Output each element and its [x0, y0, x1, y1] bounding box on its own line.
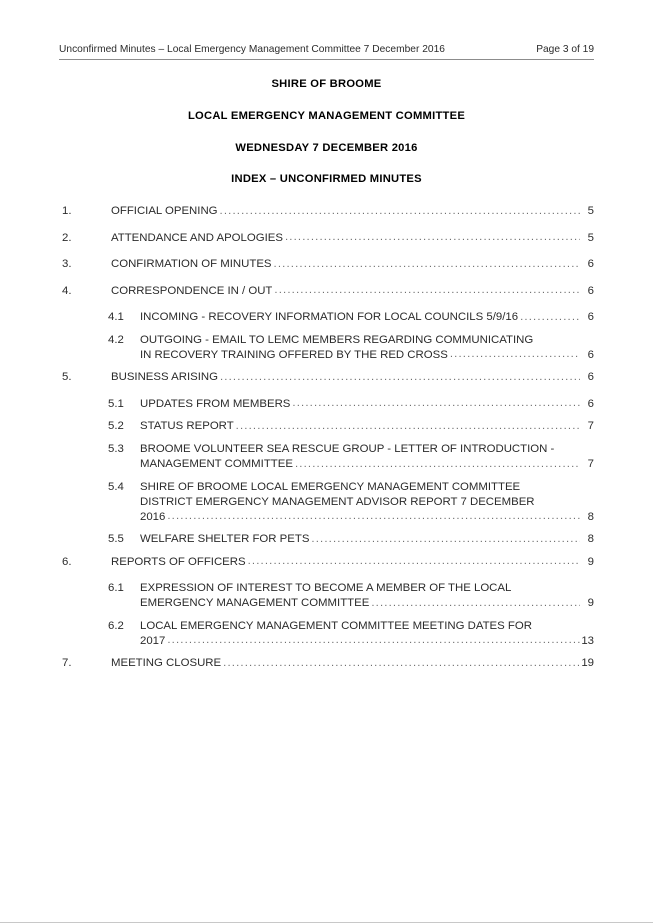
toc-entry-title-line: WELFARE SHELTER FOR PETS: [140, 533, 310, 546]
toc-entry-body: [111, 284, 594, 299]
toc-entry[interactable]: [59, 532, 594, 547]
toc-entry[interactable]: [59, 231, 594, 246]
toc-dot-leader: [220, 208, 580, 219]
toc-entry-title-line: SHIRE OF BROOME LOCAL EMERGENCY MANAGEMENT COMMITTEE: [140, 480, 521, 493]
toc-entry-body: [140, 333, 594, 363]
toc-entry-title-line: 2017: [140, 634, 166, 647]
toc-entry-body: [111, 555, 594, 570]
toc-entry-page-number: 5: [587, 205, 594, 217]
toc-entry-body: [111, 656, 594, 671]
toc-dot-leader: [220, 374, 580, 385]
toc-entry-title-line: EXPRESSION OF INTEREST TO BECOME A MEMBER OF THE LOCAL: [140, 582, 512, 595]
toc-entry-page-number: 7: [587, 458, 594, 471]
toc-entry[interactable]: [59, 419, 594, 434]
toc-entry-page-number: 9: [587, 555, 594, 568]
toc-entry-title-line: DISTRICT EMERGENCY MANAGEMENT ADVISOR REPORT 7 DECEMBER: [140, 495, 535, 508]
toc-entry[interactable]: [59, 333, 594, 363]
toc-entry-title-line: ATTENDANCE AND APOLOGIES: [111, 231, 283, 244]
title-meeting-date: WEDNESDAY 7 DECEMBER 2016: [235, 141, 418, 154]
toc-entry[interactable]: [59, 555, 594, 570]
toc-entry-body: [111, 231, 594, 246]
toc-entry-page-number: 9: [587, 597, 594, 610]
toc-entry-page-number: 6: [587, 348, 594, 361]
toc-entry-number: 4.2: [108, 333, 124, 346]
toc-entry-title-line: REPORTS OF OFFICERS: [111, 555, 246, 568]
toc-entry-number: 6.1: [108, 582, 124, 595]
toc-entry[interactable]: [59, 619, 594, 649]
toc-entry-body: [111, 257, 594, 272]
toc-entry[interactable]: [59, 656, 594, 671]
toc-entry-last-line: [140, 596, 594, 611]
toc-entry-last-line: [140, 419, 594, 434]
toc-entry-title-line: OFFICIAL OPENING: [111, 205, 218, 217]
toc-dot-leader: [292, 401, 580, 412]
toc-entry-last-line: [140, 634, 594, 649]
toc-entry-last-line: [140, 348, 594, 363]
toc-entry-number: 2.: [62, 231, 72, 244]
toc-entry-page-number: 8: [587, 533, 594, 546]
header-page-number: Page 3 of 19: [536, 44, 594, 55]
toc-dot-leader: [285, 234, 580, 245]
toc-entry-body: [140, 532, 594, 547]
toc-entry-number: 4.: [62, 284, 72, 297]
toc-entry-title-line: BUSINESS ARISING: [111, 371, 218, 384]
toc-entry-number: 6.2: [108, 619, 124, 632]
header-document-title: Unconfirmed Minutes – Local Emergency Management Committee 7 December 2016: [59, 44, 445, 55]
title-block: [0, 78, 653, 205]
toc-entry-title-line: BROOME VOLUNTEER SEA RESCUE GROUP - LETTER OF INTRODUCTION -: [140, 442, 555, 455]
toc-entry-number: 3.: [62, 258, 72, 271]
toc-dot-leader: [167, 513, 580, 524]
toc-entry-title-line: STATUS REPORT: [140, 420, 234, 433]
toc-entry[interactable]: [59, 204, 594, 219]
toc-entry-last-line: [111, 284, 594, 299]
toc-dot-leader: [450, 351, 580, 362]
toc-entry-number: 6.: [62, 555, 72, 568]
toc-entry-title-line: EMERGENCY MANAGEMENT COMMITTEE: [140, 597, 370, 610]
toc-entry-last-line: [140, 532, 594, 547]
toc-entry-number: 5.: [62, 371, 72, 384]
toc-entry-page-number: 6: [587, 258, 594, 271]
toc-entry-last-line: [111, 231, 594, 246]
toc-dot-leader: [295, 461, 580, 472]
toc-entry-title-line: UPDATES FROM MEMBERS: [140, 397, 291, 410]
toc-dot-leader: [371, 600, 580, 611]
toc-entry-title-line: OUTGOING - EMAIL TO LEMC MEMBERS REGARDING COMMUNICATING: [140, 333, 534, 346]
title-index: INDEX – UNCONFIRMED MINUTES: [231, 173, 422, 186]
toc-entry-number: 5.3: [108, 442, 124, 455]
toc-entry-body: [140, 619, 594, 649]
toc-entry-body: [140, 397, 594, 412]
toc-entry-body: [140, 442, 594, 472]
toc-entry-page-number: 7: [587, 420, 594, 433]
toc-entry-page-number: 6: [587, 284, 594, 297]
toc-dot-leader: [167, 638, 580, 649]
toc-entry[interactable]: [59, 310, 594, 325]
toc-entry-number: 5.1: [108, 397, 124, 410]
toc-dot-leader: [236, 423, 580, 434]
toc-entry-last-line: [140, 510, 594, 525]
toc-entry-number: 7.: [62, 657, 72, 670]
toc-entry-body: [111, 370, 594, 385]
toc-entry-page-number: 6: [587, 397, 594, 410]
toc-entry-page-number: 6: [587, 311, 594, 324]
toc-entry-title-line: MEETING CLOSURE: [111, 657, 222, 670]
toc-entry-last-line: [140, 457, 594, 472]
toc-entry-last-line: [140, 310, 594, 325]
toc-dot-leader: [274, 287, 580, 298]
table-of-contents: [59, 204, 594, 683]
toc-entry[interactable]: [59, 480, 594, 525]
title-committee: LOCAL EMERGENCY MANAGEMENT COMMITTEE: [187, 109, 466, 122]
toc-entry-number: 1.: [62, 205, 72, 217]
toc-entry-body: [111, 204, 594, 219]
toc-dot-leader: [520, 314, 580, 325]
toc-entry[interactable]: [59, 284, 594, 299]
toc-dot-leader: [311, 536, 580, 547]
toc-entry[interactable]: [59, 370, 594, 385]
toc-entry-last-line: [111, 257, 594, 272]
toc-entry-title-line: LOCAL EMERGENCY MANAGEMENT COMMITTEE MEETING DATES FOR: [140, 619, 532, 632]
toc-entry-last-line: [140, 397, 594, 412]
toc-entry-title-line: INCOMING - RECOVERY INFORMATION FOR LOCAL COUNCILS 5/9/16: [140, 311, 519, 324]
toc-entry[interactable]: [59, 397, 594, 412]
toc-entry-number: 5.5: [108, 533, 124, 546]
toc-entry[interactable]: [59, 581, 594, 611]
toc-entry-last-line: [111, 656, 594, 671]
toc-entry-last-line: [111, 555, 594, 570]
toc-dot-leader: [248, 558, 580, 569]
toc-entry-page-number: 5: [587, 231, 594, 244]
toc-entry-title-line: CORRESPONDENCE IN / OUT: [111, 284, 273, 297]
toc-entry-body: [140, 419, 594, 434]
toc-entry-number: 5.2: [108, 420, 124, 433]
toc-dot-leader: [223, 660, 580, 671]
toc-entry-body: [140, 581, 594, 611]
running-header: [59, 44, 594, 60]
toc-entry-title-line: CONFIRMATION OF MINUTES: [111, 258, 272, 271]
toc-entry-last-line: [111, 370, 594, 385]
toc-entry-title-line: MANAGEMENT COMMITTEE: [140, 458, 293, 471]
toc-entry-page-number: 8: [587, 510, 594, 523]
toc-entry-title-line: IN RECOVERY TRAINING OFFERED BY THE RED CROSS: [140, 348, 448, 361]
toc-entry-title-line: 2016: [140, 510, 166, 523]
toc-entry-body: [140, 310, 594, 325]
toc-entry-page-number: 19: [581, 657, 594, 670]
toc-entry[interactable]: [59, 257, 594, 272]
toc-entry-number: 4.1: [108, 311, 124, 324]
toc-entry-body: [140, 480, 594, 525]
toc-entry-number: 5.4: [108, 480, 124, 493]
toc-entry-page-number: 13: [581, 634, 594, 647]
toc-dot-leader: [274, 261, 580, 272]
toc-entry[interactable]: [59, 442, 594, 472]
toc-entry-last-line: [111, 204, 594, 219]
toc-entry-page-number: 6: [587, 371, 594, 384]
title-shire: SHIRE OF BROOME: [271, 78, 382, 90]
